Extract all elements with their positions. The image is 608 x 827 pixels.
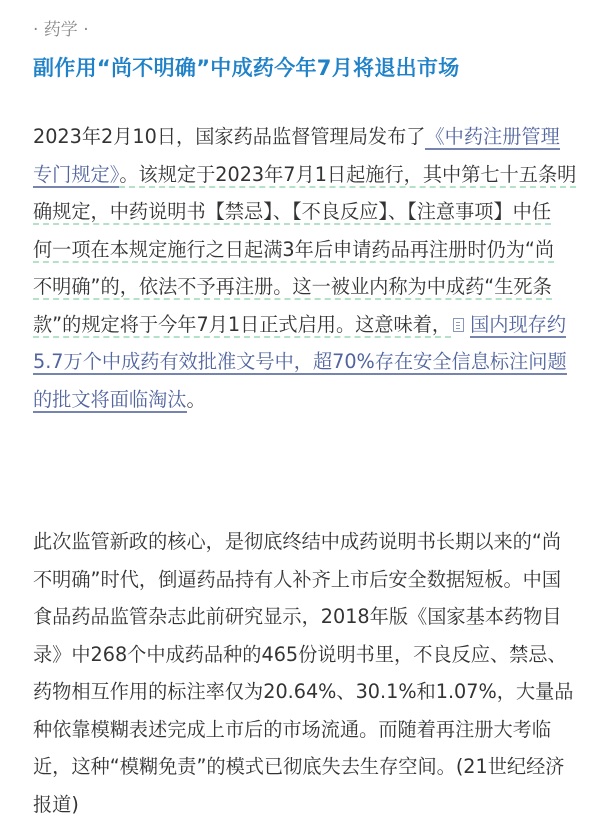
article-title: 副作用“尚不明确”中成药今年7月将退出市场 xyxy=(33,52,460,82)
text-line: 药物相互作用的标注率仅为20.64%、30.1%和1.07%，大量品 xyxy=(33,677,593,715)
text: 何一项在本规定施行之日起满3年后申请药品再注册时仍为“尚 xyxy=(33,238,554,263)
text-line: 食品药品监管杂志此前研究显示，2018年版《国家基本药物目 xyxy=(33,602,593,640)
regulation-link[interactable]: 专门规定》 xyxy=(33,163,119,188)
paragraph-1 xyxy=(33,122,593,422)
news-link[interactable]: 5.7万个中成药有效批准文号中，超70%存在安全信息标注问题 xyxy=(33,350,567,375)
category-label: · 药学 · xyxy=(33,15,89,40)
document-icon xyxy=(453,318,464,332)
text: 2023年2月10日，国家药品监督管理局发布了 xyxy=(33,125,425,148)
text-line: 录》中268个中成药品种的465份说明书里，不良反应、禁忌、 xyxy=(33,640,593,678)
text-line: 不明确”时代，倒逼药品持有人补齐上市后安全数据短板。中国 xyxy=(33,565,593,603)
text: 。 xyxy=(187,388,206,411)
regulation-link[interactable]: 《中药注册管理 xyxy=(425,125,559,150)
text: 确规定，中药说明书【禁忌】、【不良反应】、【注意事项】中任 xyxy=(33,200,551,225)
text-line: 种依靠模糊表述完成上市后的市场流通。而随着再注册大考临 xyxy=(33,715,593,753)
news-link[interactable]: 的批文将面临淘汰 xyxy=(33,388,187,413)
text-line: 此次监管新政的核心，是彻底终结中成药说明书长期以来的“尚 xyxy=(33,527,593,565)
text: 不明确”的，依法不予再注册。这一被业内称为中成药“生死条 xyxy=(33,275,552,300)
news-link[interactable]: 国内现存约 xyxy=(470,313,566,338)
paragraph-2 xyxy=(33,527,593,827)
text: 款”的规定将于今年7月1日正式启用。这意味着， xyxy=(33,313,451,338)
text: 。该规定于2023年7月1日起施行，其中第七十五条明 xyxy=(119,163,576,188)
text-line: 近，这种“模糊免责”的模式已彻底失去生存空间。(21世纪经济 xyxy=(33,752,593,790)
text-line: 报道) xyxy=(33,790,593,827)
